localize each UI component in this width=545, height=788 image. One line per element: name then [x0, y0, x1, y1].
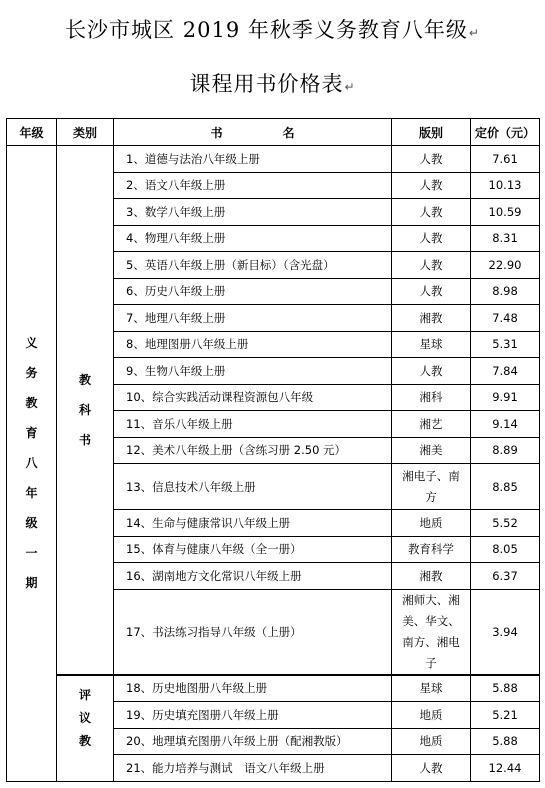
edition-cell: 人教 [392, 278, 471, 305]
document-title: 长沙市城区 2019 年秋季义务教育八年级↵ [65, 18, 480, 42]
book-cell: 3、数学八年级上册 [114, 199, 392, 226]
book-cell: 14、生命与健康常识八年级上册 [114, 510, 392, 537]
price-cell: 7.48 [471, 305, 540, 332]
edition-cell: 教育科学 [392, 536, 471, 563]
book-cell: 1、道德与法治八年级上册 [114, 146, 392, 173]
price-cell: 5.31 [471, 331, 540, 358]
table-row [7, 146, 540, 173]
price-cell: 12.44 [471, 755, 540, 782]
book-cell: 13、信息技术八年级上册 [114, 464, 392, 510]
table-header-row [7, 119, 540, 146]
book-cell: 11、音乐八年级上册 [114, 411, 392, 438]
book-cell: 12、美术八年级上册（含练习册 2.50 元） [114, 437, 392, 464]
price-cell: 9.14 [471, 411, 540, 438]
book-cell: 6、历史八年级上册 [114, 278, 392, 305]
edition-cell: 湘艺 [392, 411, 471, 438]
book-cell: 5、英语八年级上册（新目标）（含光盘） [114, 252, 392, 279]
price-cell: 8.31 [471, 225, 540, 252]
edition-cell: 湘教 [392, 563, 471, 590]
price-cell: 7.84 [471, 358, 540, 385]
price-cell: 9.91 [471, 384, 540, 411]
edition-cell: 湘美 [392, 437, 471, 464]
price-cell: 5.21 [471, 702, 540, 729]
book-cell: 2、语文八年级上册 [114, 172, 392, 199]
price-cell: 8.89 [471, 437, 540, 464]
edition-cell: 星球 [392, 675, 471, 702]
edition-cell: 地质 [392, 702, 471, 729]
grade-cell: 义务教育八年级一期 [7, 146, 57, 782]
edition-cell: 地质 [392, 510, 471, 537]
price-cell: 8.05 [471, 536, 540, 563]
book-cell: 20、地理填充图册八年级上册（配湘教版） [114, 728, 392, 755]
edition-cell: 湘科 [392, 384, 471, 411]
price-cell: 5.88 [471, 675, 540, 702]
book-cell: 4、物理八年级上册 [114, 225, 392, 252]
book-cell: 17、书法练习指导八年级（上册） [114, 589, 392, 675]
header-price: 定价（元） [471, 119, 540, 146]
book-cell: 21、能力培养与测试 语文八年级上册 [114, 755, 392, 782]
header-category: 类别 [57, 119, 114, 146]
edition-cell: 湘师大、湘美、华文、南方、湘电子 [392, 589, 471, 675]
book-cell: 9、生物八年级上册 [114, 358, 392, 385]
document-subtitle: 课程用书价格表↵ [189, 72, 356, 96]
price-table [6, 118, 540, 782]
header-edition: 版别 [392, 119, 471, 146]
category-cell-textbook: 教科书 [57, 146, 114, 675]
header-book: 书 名 [114, 119, 392, 146]
edition-cell: 湘教 [392, 305, 471, 332]
book-cell: 16、湖南地方文化常识八年级上册 [114, 563, 392, 590]
category-cell-review: 评议教 [57, 675, 114, 782]
price-cell: 22.90 [471, 252, 540, 279]
book-cell: 19、历史填充图册八年级上册 [114, 702, 392, 729]
price-cell: 6.37 [471, 563, 540, 590]
edition-cell: 人教 [392, 252, 471, 279]
book-cell: 7、地理八年级上册 [114, 305, 392, 332]
book-cell: 8、地理图册八年级上册 [114, 331, 392, 358]
edition-cell: 人教 [392, 199, 471, 226]
edition-cell: 星球 [392, 331, 471, 358]
price-cell: 3.94 [471, 589, 540, 675]
price-cell: 5.52 [471, 510, 540, 537]
header-grade: 年级 [7, 119, 57, 146]
book-cell: 10、综合实践活动课程资源包八年级 [114, 384, 392, 411]
edition-cell: 人教 [392, 146, 471, 173]
price-cell: 8.98 [471, 278, 540, 305]
edition-cell: 人教 [392, 755, 471, 782]
edition-cell: 湘电子、南方 [392, 464, 471, 510]
price-cell: 10.59 [471, 199, 540, 226]
edition-cell: 人教 [392, 225, 471, 252]
edition-cell: 人教 [392, 358, 471, 385]
book-cell: 18、历史地图册八年级上册 [114, 675, 392, 702]
price-cell: 10.13 [471, 172, 540, 199]
edition-cell: 地质 [392, 728, 471, 755]
price-cell: 7.61 [471, 146, 540, 173]
price-cell: 8.85 [471, 464, 540, 510]
table-row [7, 675, 540, 702]
edition-cell: 人教 [392, 172, 471, 199]
book-cell: 15、体育与健康八年级（全一册） [114, 536, 392, 563]
price-cell: 5.88 [471, 728, 540, 755]
